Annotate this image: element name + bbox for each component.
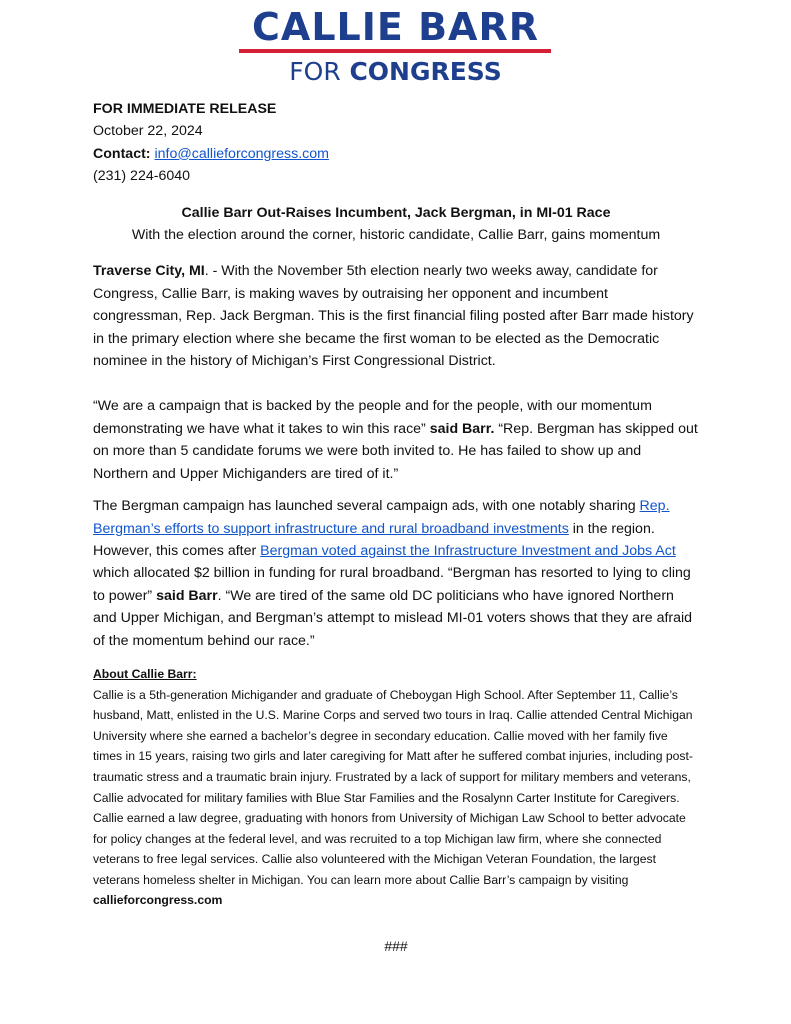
release-date: October 22, 2024 [93, 123, 203, 140]
broadband-ad-link[interactable]: Rep. Bergman’s efforts to support infrastructure and rural broadband investments [93, 498, 670, 537]
paragraph-2 [93, 395, 699, 485]
contact-line [93, 143, 699, 165]
infrastructure-vote-link[interactable]: Bergman voted against the Infrastructure Investment and Jobs Act [260, 542, 676, 559]
paragraph-3-text-c: which allocated $2 billion in funding for rural broadband. “Bergman has resorted to lying to cling to power” [93, 565, 691, 604]
paragraph-3-text-a: The Bergman campaign has launched several campaign ads, with one notably sharing [93, 498, 640, 515]
campaign-logo [0, 0, 791, 92]
about-heading: About Callie Barr: [93, 666, 197, 681]
paragraph-3-text-b: in the region. However, this comes after [93, 520, 655, 559]
paragraph-2-said: said Barr. [429, 420, 495, 437]
headline-subtitle: With the election around the corner, historic candidate, Callie Barr, gains momentum [131, 227, 661, 244]
paragraph-1 [93, 260, 699, 372]
end-mark: ### [384, 938, 408, 955]
contact-label: Contact: [93, 145, 151, 162]
logo-for: FOR [289, 57, 341, 86]
paragraph-1-text: . - With the November 5th election nearly two weeks away, candidate for Congress, Callie Barr, is making waves by outraising her opponent and incumbent congressman, Rep. Jack Bergman. This is the first financial filing posted after Barr made history in the primary election where she became the first woman to be elected as the Democratic nominee in the history of Michigan’s First Congressional District. [93, 263, 694, 370]
paragraph-3 [93, 495, 699, 652]
paragraph-2-text-b: “Rep. Bergman has skipped out on more than 5 candidate forums we were both invited to. He has failed to show up and Northern and Upper Michiganders are tired of it.” [93, 420, 698, 482]
paragraph-2-text-a: “We are a campaign that is backed by the people and for the people, with our momentum demonstrating we have what it takes to win this race” [93, 398, 652, 437]
about-section [93, 664, 699, 911]
press-release [93, 98, 699, 957]
dateline: Traverse City, MI [93, 263, 205, 280]
about-body: Callie is a 5th-generation Michigander and graduate of Cheboygan High School. After September 11, Callie’s husband, Matt, enlisted in the U.S. Marine Corps and served two tours in Iraq. Callie attended Central Michigan University where she earned a bachelor’s degree in secondary education. Callie moved with her family five times in 15 years, raising two girls and later caregiving for Matt after he suffered combat injuries, including post-traumatic stress and a traumatic brain injury. Frustrated by a lack of support for military members and veterans, Callie advocated for military families with Blue Star Families and the Rosalynn Carter Institute for Caregivers. Callie earned a law degree, graduating with honors from University of Michigan Law School to better advocate for policy changes at the federal level, and was recruited to a top Michigan law firm, where she connected veterans to free legal services. Callie also volunteered with the Michigan Veteran Foundation, the largest veterans homeless shelter in Michigan. You can learn more about Callie Barr’s campaign by visiting [93, 687, 693, 887]
about-text [93, 685, 699, 912]
release-label: FOR IMMEDIATE RELEASE [93, 101, 277, 117]
logo-red-rule [239, 49, 551, 53]
paragraph-3-text-d: . “We are tired of the same old DC politicians who have ignored Northern and Upper Michigan, and Bergman’s attempt to mislead MI-01 voters shows that they are afraid of the momentum behind our race.” [93, 587, 693, 649]
logo-subtitle [0, 56, 791, 87]
headline-title: Callie Barr Out-Raises Incumbent, Jack Bergman, in MI-01 Race [181, 204, 611, 221]
logo-office: CONGRESS [349, 57, 502, 86]
campaign-website: callieforcongress.com [93, 893, 223, 908]
contact-email-link[interactable]: info@callieforcongress.com [154, 145, 329, 162]
paragraph-3-said: said Barr [156, 587, 218, 604]
contact-phone: (231) 224-6040 [93, 168, 191, 185]
logo-candidate-name: CALLIE BARR [252, 5, 539, 49]
